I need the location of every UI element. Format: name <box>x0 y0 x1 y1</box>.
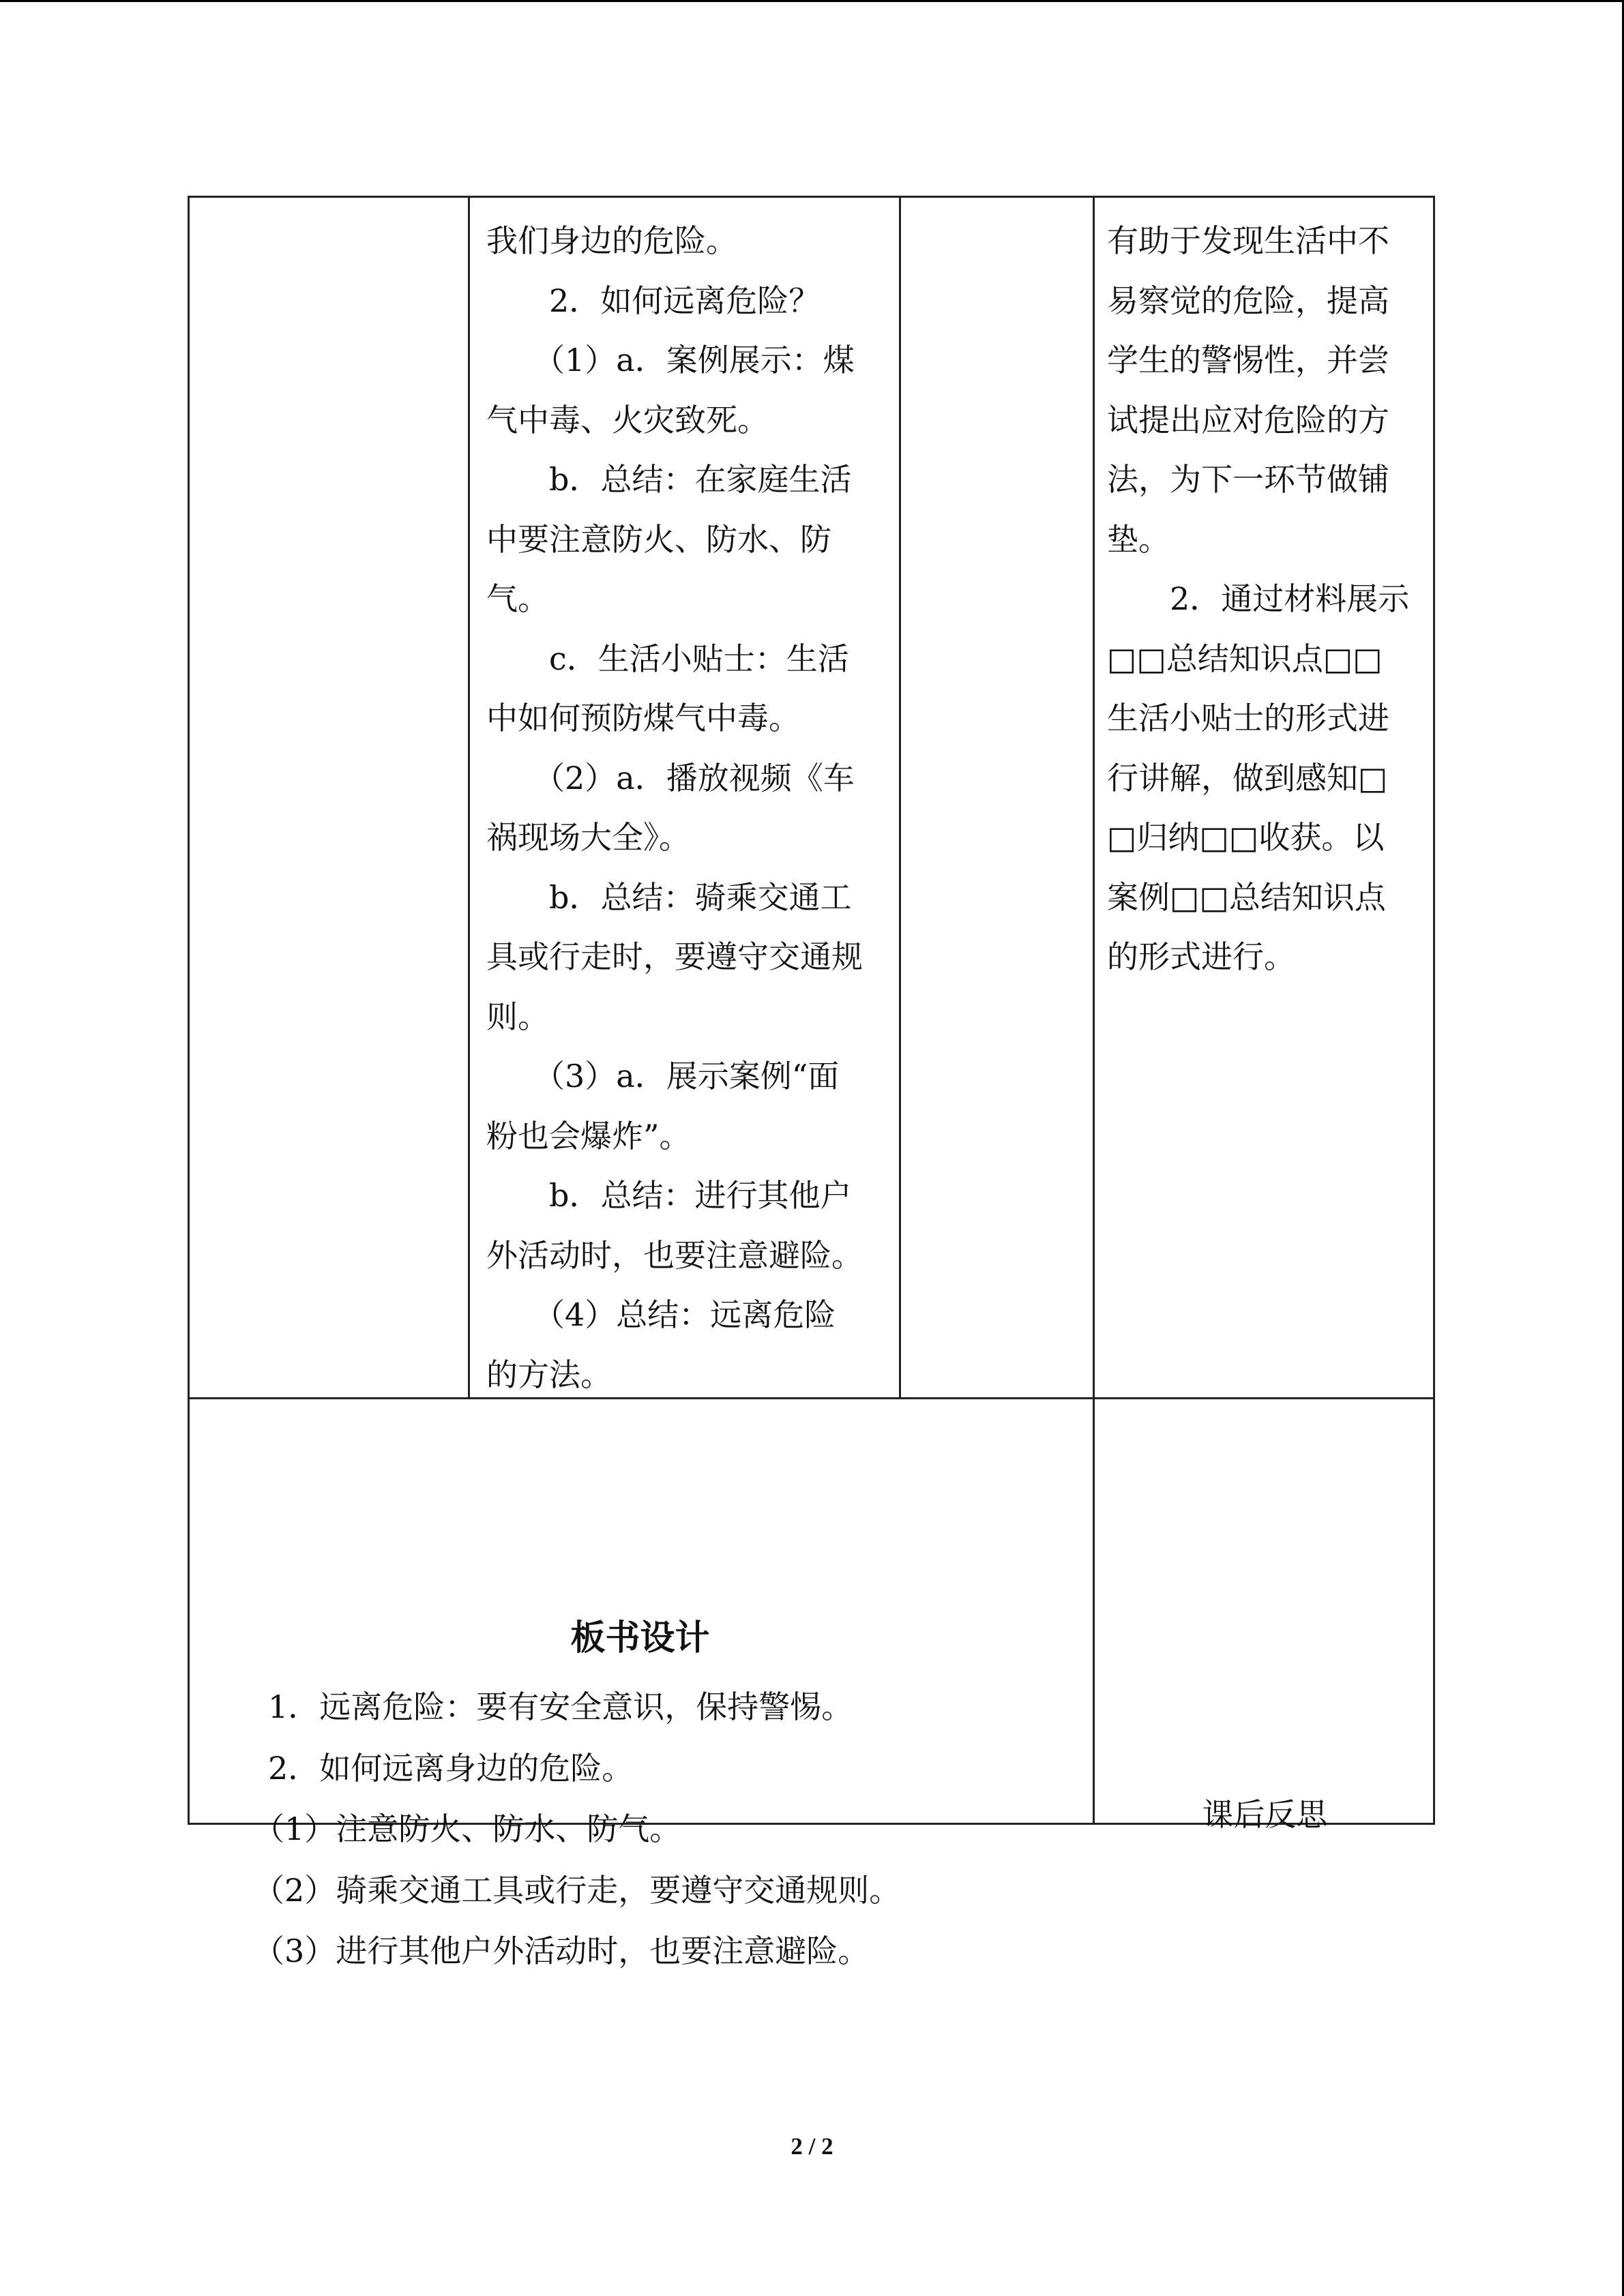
column-divider-3 <box>1093 196 1095 1825</box>
teaching-activity-cell <box>486 211 896 1405</box>
activity-line: 气。 <box>486 580 549 617</box>
activity-line: （3）a．展示案例“面 <box>486 1058 840 1094</box>
column-divider-2 <box>899 196 901 1399</box>
intent-line: 生活小贴士的形式进 <box>1107 700 1389 736</box>
activity-line: c．生活小贴士：生活 <box>486 640 849 677</box>
intent-line: 易察觉的危险，提高 <box>1107 282 1389 319</box>
intent-line: 法，为下一环节做铺 <box>1107 461 1389 498</box>
intent-line: 案例□□总结知识点 <box>1107 878 1386 916</box>
table-right-border <box>1433 196 1435 1825</box>
activity-line: （4）总结：远离危险 <box>486 1296 836 1333</box>
activity-line: b．总结：进行其他户 <box>486 1177 852 1214</box>
activity-line: 中要注意防火、防水、防 <box>486 520 831 558</box>
intent-line: 学生的警惕性，并尝 <box>1107 342 1389 378</box>
activity-line: 则。 <box>486 998 549 1035</box>
intent-line: □□总结知识点□□ <box>1107 640 1383 677</box>
board-design-line: （3）进行其他户外活动时，也要注意避险。 <box>253 1933 870 1969</box>
activity-line: 中如何预防煤气中毒。 <box>486 700 800 736</box>
activity-line: 2．如何远离危险？ <box>486 282 821 319</box>
table-left-border <box>188 196 190 1825</box>
activity-line: b．总结：骑乘交通工 <box>486 878 852 916</box>
lesson-plan-table <box>188 196 1435 1969</box>
intent-line: 2．通过材料展示 <box>1107 580 1410 617</box>
activity-line: 气中毒、火灾致死。 <box>486 401 769 438</box>
activity-line: 粉也会爆炸”。 <box>486 1117 691 1154</box>
board-design-line: （1）注意防火、防水、防气。 <box>253 1810 681 1847</box>
board-design-title: 板书设计 <box>570 1618 710 1658</box>
board-design-content <box>253 1677 1087 1982</box>
activity-line: 具或行走时，要遵守交通规 <box>486 938 863 975</box>
activity-line: 外活动时，也要注意避险。 <box>486 1236 863 1274</box>
intent-line: 垫。 <box>1107 520 1170 558</box>
board-design-line: 1．远离危险：要有安全意识，保持警惕。 <box>268 1688 853 1725</box>
intent-line: 行讲解，做到感知□ <box>1107 759 1388 796</box>
activity-line: 我们身边的危险。 <box>486 222 737 259</box>
intent-line: □归纳□□收获。以 <box>1107 819 1385 856</box>
design-intent-cell <box>1107 211 1433 987</box>
reflection-label: 课后反思 <box>1202 1796 1328 1833</box>
column-divider-1 <box>468 196 470 1399</box>
activity-line: （2）a．播放视频《车 <box>486 759 855 796</box>
intent-line: 有助于发现生活中不 <box>1107 222 1389 259</box>
activity-line: b．总结：在家庭生活 <box>486 461 852 498</box>
activity-line: 祸现场大全》。 <box>486 819 690 856</box>
intent-line: 的形式进行。 <box>1107 938 1295 975</box>
table-top-border <box>188 196 1435 198</box>
board-design-line: （2）骑乘交通工具或行走，要遵守交通规则。 <box>253 1871 901 1909</box>
activity-line: 的方法。 <box>486 1356 612 1393</box>
page-top-border <box>0 0 1624 2</box>
page-number: 2 / 2 <box>791 2133 833 2160</box>
intent-line: 试提出应对危险的方 <box>1107 401 1389 438</box>
activity-line: （1）a．案例展示：煤 <box>486 342 855 378</box>
board-design-line: 2．如何远离身边的危险。 <box>268 1749 634 1787</box>
